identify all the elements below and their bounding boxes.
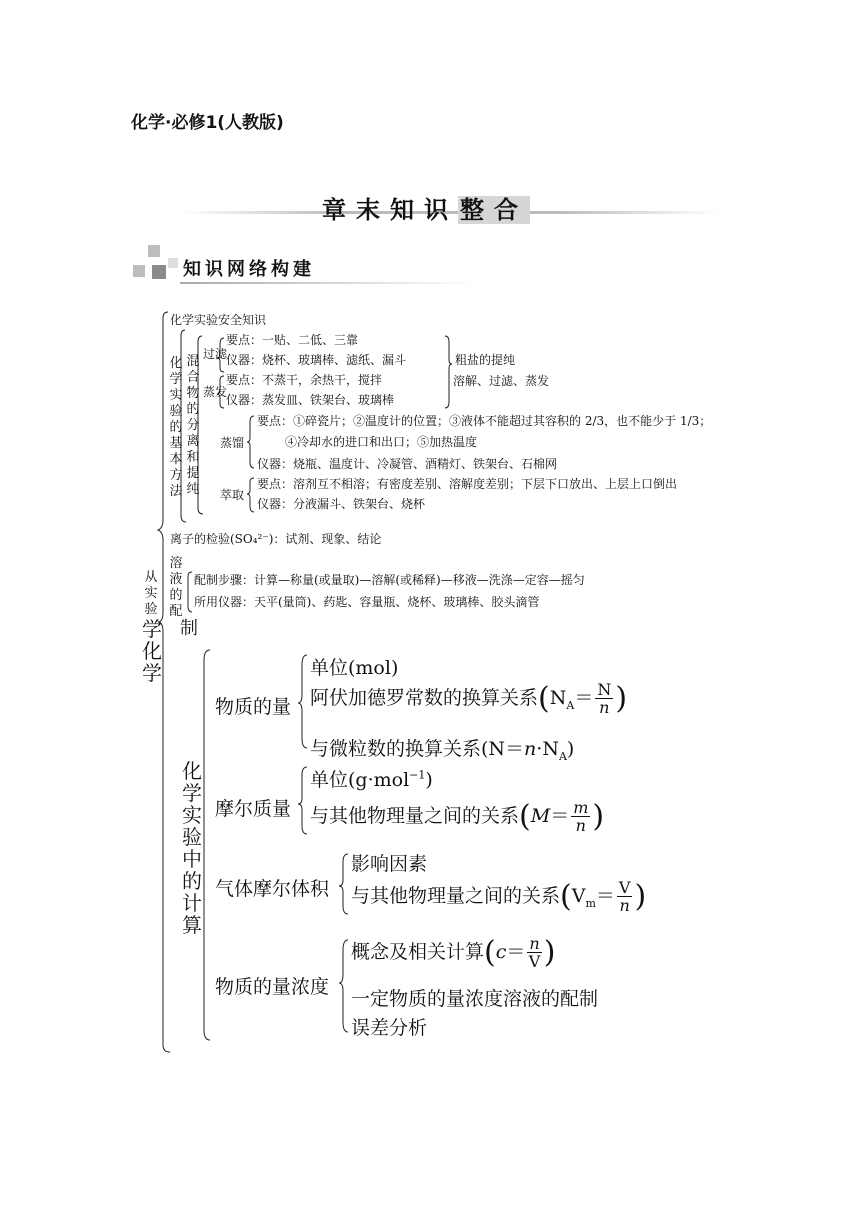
distill-points2: ④冷却水的进口和出口；⑤加热温度 xyxy=(285,435,478,449)
safety-node: 化学实验安全知识 xyxy=(170,313,267,327)
evap-label: 蒸发 xyxy=(203,385,228,399)
molar-mass-unit: 单位(g·mol$^{-1}$) xyxy=(310,768,433,791)
brace xyxy=(339,940,348,1032)
brace xyxy=(247,416,254,468)
calc-label: 化学实验中的计算 xyxy=(182,759,202,937)
molar-volume-factors: 影响因素 xyxy=(351,853,428,875)
extract-label: 萃取 xyxy=(220,488,245,502)
concentration-label: 物质的量浓度 xyxy=(215,976,330,998)
filter-label: 过滤 xyxy=(203,347,228,361)
brace xyxy=(298,655,307,748)
evap-instruments: 仪器：蒸发皿、铁架台、玻璃棒 xyxy=(226,393,395,407)
solution-label-large: 制 xyxy=(180,618,198,639)
concentration-concept: 概念及相关计算(c＝ $\frac{n}{V}$ ) xyxy=(351,934,556,971)
ion-test-node: 离子的检验(SO₄²⁻)：试剂、现象、结论 xyxy=(170,532,382,546)
salt-label: 粗盐的提纯 xyxy=(455,353,516,367)
solution-steps: 配制步骤：计算—称量(或量取)—溶解(或稀释)—移液—洗涤—定容—摇匀 xyxy=(194,573,585,587)
brace xyxy=(445,336,452,408)
brace xyxy=(298,767,307,834)
evap-points: 要点：不蒸干，余热干，搅拌 xyxy=(226,373,383,387)
molar-volume-label: 气体摩尔体积 xyxy=(215,878,330,900)
molar-mass-relation: 与其他物理量之间的关系(M＝ $\frac{m}{n}$ ) xyxy=(310,798,605,835)
distill-instruments: 仪器：烧瓶、温度计、冷凝管、酒精灯、铁架台、石棉网 xyxy=(257,457,558,471)
salt-steps: 溶解、过滤、蒸发 xyxy=(453,374,550,388)
root-label-large: 学化学 xyxy=(142,617,162,685)
extract-instruments: 仪器：分液漏斗、铁架台、烧杯 xyxy=(257,497,426,511)
distill-label: 蒸馏 xyxy=(220,436,245,450)
concentration-prep: 一定物质的量浓度溶液的配制 xyxy=(351,988,599,1010)
mix-sep-label: 混合物的分离和提纯 xyxy=(186,354,200,497)
root-label-small: 从实验 xyxy=(144,570,158,617)
chapter-title: 章末知识整合 xyxy=(322,196,528,224)
solution-instruments: 所用仪器：天平(量筒)、药匙、容量瓶、烧杯、玻璃棒、胶头滴管 xyxy=(194,595,540,609)
section-title: 知识网络构建 xyxy=(183,259,315,280)
amount-particles: 与微粒数的换算关系$(N=n\cdot N_A)$ xyxy=(310,738,575,763)
filter-instruments: 仪器：烧杯、玻璃棒、滤纸、漏斗 xyxy=(226,353,407,367)
brace xyxy=(339,854,348,914)
brace xyxy=(188,572,192,612)
amount-unit: 单位(mol) xyxy=(310,657,399,679)
brace xyxy=(204,650,210,1040)
basic-methods-label: 化学实验的基本方法 xyxy=(169,356,183,499)
amount-avogadro: 阿伏加德罗常数的换算关系($N_A=$ $\frac{N}{n}$ ) xyxy=(310,680,628,717)
distill-points1: 要点：①碎瓷片；②温度计的位置；③液体不能超过其容积的 2/3，也不能少于 1/3； xyxy=(257,414,712,428)
page-header: 化学·必修1(人教版) xyxy=(131,113,284,133)
molar-mass-label: 摩尔质量 xyxy=(215,798,292,820)
filter-points: 要点：一贴、二低、三靠 xyxy=(226,333,359,347)
concentration-error: 误差分析 xyxy=(351,1017,428,1039)
brace xyxy=(247,478,254,512)
extract-points: 要点：溶剂互不相溶；有密度差别、溶解度差别；下层下口放出、上层上口倒出 xyxy=(257,477,678,491)
molar-volume-relation: 与其他物理量之间的关系($V_m=$ $\frac{V}{n}$ ) xyxy=(351,878,647,915)
amount-label: 物质的量 xyxy=(215,696,292,718)
solution-label: 溶液的配 xyxy=(169,556,183,619)
